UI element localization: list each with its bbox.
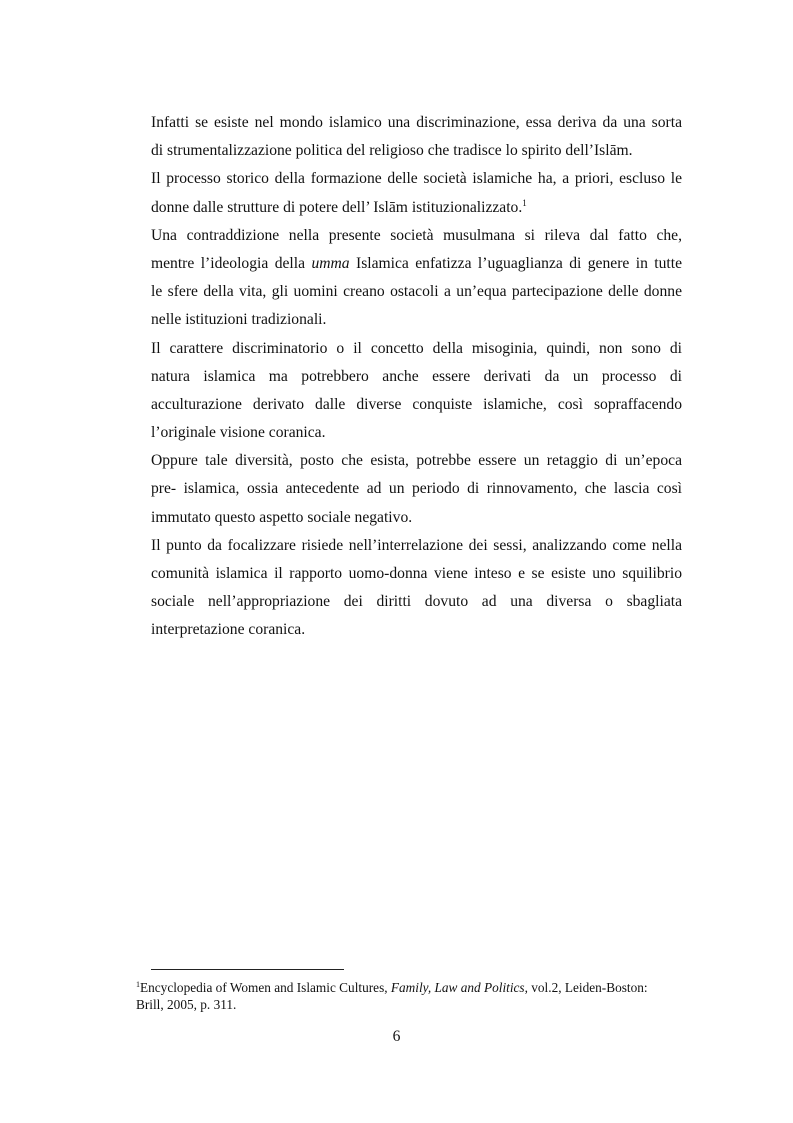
page-number: 6 bbox=[392, 1028, 401, 1045]
text-span: mentre l’ideologia della bbox=[151, 254, 305, 272]
footnote-reference[interactable]: 1 bbox=[522, 197, 527, 208]
body-text bbox=[151, 109, 682, 645]
footnote-line bbox=[136, 979, 684, 996]
footnote bbox=[136, 979, 684, 1013]
footnote-italic-title: Family, Law and Politics bbox=[390, 980, 525, 995]
text-line: l’originale visione coranica. bbox=[151, 424, 326, 442]
paragraph bbox=[151, 447, 682, 532]
paragraph bbox=[151, 335, 682, 448]
text-line: Una contraddizione nella presente società musulmana si rileva dal fatto che, bbox=[151, 226, 682, 244]
paragraph bbox=[151, 109, 682, 165]
footnote-separator bbox=[151, 969, 344, 970]
text-line: Il punto da focalizzare risiede nell’interrelazione dei sessi, analizzando come nella bbox=[151, 536, 682, 554]
text-line: acculturazione derivato dalle diverse conquiste islamiche, così sopraffacendo bbox=[151, 395, 682, 413]
text-line bbox=[151, 250, 682, 278]
footnote-text: Encyclopedia of Women and Islamic Cultures, bbox=[140, 980, 391, 995]
text-line: Il carattere discriminatorio o il concetto della misoginia, quindi, non sono di bbox=[151, 339, 682, 357]
text-line: pre- islamica, ossia antecedente ad un periodo di rinnovamento, che lascia così bbox=[151, 480, 682, 498]
text-line: natura islamica ma potrebbero anche essere derivati da un processo di bbox=[151, 367, 682, 385]
text-line: di strumentalizzazione politica del religioso che tradisce lo spirito dell’Islām. bbox=[151, 142, 633, 160]
text-line bbox=[151, 194, 682, 222]
footnote-text: , vol.2, Leiden-Boston: bbox=[524, 980, 648, 995]
paragraph bbox=[151, 222, 682, 335]
text-line: le sfere della vita, gli uomini creano ostacoli a un’equa partecipazione delle donne bbox=[151, 283, 682, 301]
text-line: interpretazione coranica. bbox=[151, 621, 306, 639]
footnote-number: 1 bbox=[136, 980, 140, 989]
text-line: immutato questo aspetto sociale negativo. bbox=[151, 508, 413, 526]
paragraph bbox=[151, 532, 682, 645]
text-line: Oppure tale diversità, posto che esista, potrebbe essere un retaggio di un’epoca bbox=[151, 452, 682, 470]
text-line: sociale nell’appropriazione dei diritti dovuto ad una diversa o sbagliata bbox=[151, 593, 682, 611]
text-line: nelle istituzioni tradizionali. bbox=[151, 311, 327, 329]
text-span: Islamica enfatizza l’uguaglianza di genere in tutte bbox=[356, 254, 683, 272]
text-span: donne dalle strutture di potere dell’ Islām istituzionalizzato. bbox=[151, 198, 523, 216]
text-line: comunità islamica il rapporto uomo-donna viene inteso e se esiste uno squilibrio bbox=[151, 565, 682, 582]
italic-term: umma bbox=[311, 254, 350, 272]
paragraph bbox=[151, 165, 682, 221]
text-line: Il processo storico della formazione delle società islamiche ha, a priori, escluso le bbox=[151, 170, 682, 188]
footnote-line: Brill, 2005, p. 311. bbox=[136, 997, 237, 1012]
text-line: Infatti se esiste nel mondo islamico una discriminazione, essa deriva da una sorta bbox=[151, 114, 682, 131]
